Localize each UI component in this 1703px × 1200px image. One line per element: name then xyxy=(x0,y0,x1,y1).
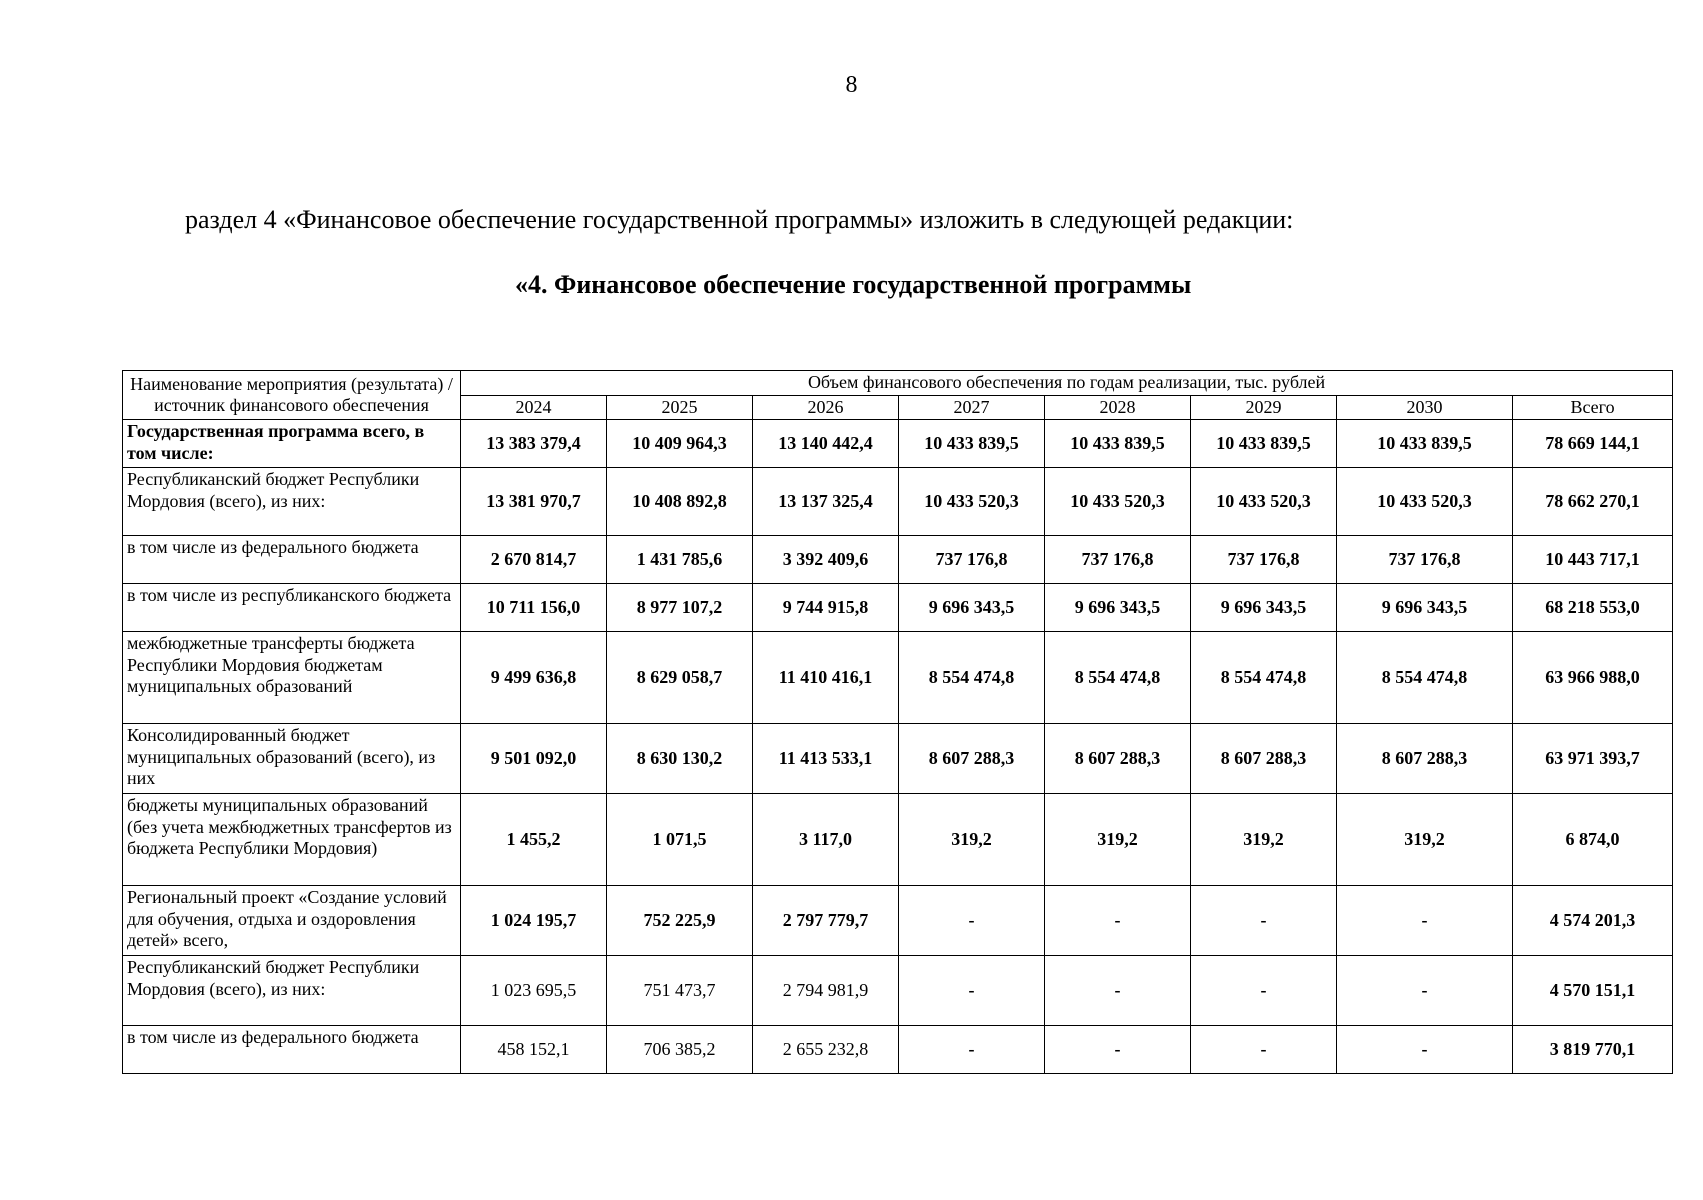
value-cell: 4 570 151,1 xyxy=(1513,956,1673,1026)
table-row xyxy=(123,724,1673,794)
value-cell: 706 385,2 xyxy=(607,1026,753,1074)
value-cell: 737 176,8 xyxy=(899,536,1045,584)
value-cell: 13 137 325,4 xyxy=(753,468,899,536)
value-cell: 9 501 092,0 xyxy=(461,724,607,794)
table-row xyxy=(123,886,1673,956)
value-cell: 8 607 288,3 xyxy=(1337,724,1513,794)
value-cell: - xyxy=(1045,1026,1191,1074)
value-cell: 63 971 393,7 xyxy=(1513,724,1673,794)
intro-text: раздел 4 «Финансовое обеспечение государственной программы» изложить в следующей редакции: xyxy=(185,205,1294,234)
row-label: Региональный проект «Создание условий для обучения, отдыха и оздоровления детей» всего, xyxy=(123,886,461,956)
column-header-2028: 2028 xyxy=(1045,395,1191,420)
value-cell: 13 381 970,7 xyxy=(461,468,607,536)
value-cell: 8 554 474,8 xyxy=(899,632,1045,724)
value-cell: 2 670 814,7 xyxy=(461,536,607,584)
row-label: межбюджетные трансферты бюджета Республики Мордовия бюджетам муниципальных образований xyxy=(123,632,461,724)
value-cell: 8 629 058,7 xyxy=(607,632,753,724)
value-cell: - xyxy=(1337,956,1513,1026)
value-cell: 9 696 343,5 xyxy=(1191,584,1337,632)
row-label: в том числе из федерального бюджета xyxy=(123,536,461,584)
page-number: 8 xyxy=(845,72,858,98)
table-row xyxy=(123,632,1673,724)
value-cell: 737 176,8 xyxy=(1045,536,1191,584)
value-cell: 13 383 379,4 xyxy=(461,420,607,468)
column-header-total: Всего xyxy=(1513,395,1673,420)
value-cell: - xyxy=(1337,1026,1513,1074)
value-cell: 319,2 xyxy=(1045,794,1191,886)
column-header-2027: 2027 xyxy=(899,395,1045,420)
row-label: в том числе из республиканского бюджета xyxy=(123,584,461,632)
value-cell: 10 433 839,5 xyxy=(1045,420,1191,468)
column-header-2025: 2025 xyxy=(607,395,753,420)
table-row xyxy=(123,956,1673,1026)
value-cell: 319,2 xyxy=(899,794,1045,886)
value-cell: 10 433 520,3 xyxy=(1045,468,1191,536)
value-cell: 2 794 981,9 xyxy=(753,956,899,1026)
value-cell: 10 711 156,0 xyxy=(461,584,607,632)
column-group-header: Объем финансового обеспечения по годам реализации, тыс. рублей xyxy=(461,371,1673,396)
value-cell: 3 819 770,1 xyxy=(1513,1026,1673,1074)
value-cell: 4 574 201,3 xyxy=(1513,886,1673,956)
column-header-2026: 2026 xyxy=(753,395,899,420)
value-cell: 9 696 343,5 xyxy=(1045,584,1191,632)
value-cell: 78 662 270,1 xyxy=(1513,468,1673,536)
table-row xyxy=(123,794,1673,886)
table-header-row-1 xyxy=(123,371,1673,396)
value-cell: 8 630 130,2 xyxy=(607,724,753,794)
value-cell: 2 655 232,8 xyxy=(753,1026,899,1074)
column-header-2029: 2029 xyxy=(1191,395,1337,420)
column-header-2024: 2024 xyxy=(461,395,607,420)
row-label: Государственная программа всего, в том числе: xyxy=(123,420,461,468)
value-cell: 751 473,7 xyxy=(607,956,753,1026)
value-cell: 319,2 xyxy=(1191,794,1337,886)
value-cell: 8 607 288,3 xyxy=(1045,724,1191,794)
value-cell: 10 433 839,5 xyxy=(899,420,1045,468)
value-cell: 9 696 343,5 xyxy=(899,584,1045,632)
value-cell: 10 443 717,1 xyxy=(1513,536,1673,584)
value-cell: 10 408 892,8 xyxy=(607,468,753,536)
table-row xyxy=(123,1026,1673,1074)
row-label: Республиканский бюджет Республики Мордовия (всего), из них: xyxy=(123,956,461,1026)
value-cell: 9 696 343,5 xyxy=(1337,584,1513,632)
value-cell: - xyxy=(1045,886,1191,956)
column-header-name: Наименование мероприятия (результата) / источник финансового обеспечения xyxy=(123,371,461,420)
table-row xyxy=(123,468,1673,536)
value-cell: 737 176,8 xyxy=(1337,536,1513,584)
value-cell: 9 744 915,8 xyxy=(753,584,899,632)
financing-table xyxy=(122,370,1673,1074)
value-cell: 458 152,1 xyxy=(461,1026,607,1074)
section-title: «4. Финансовое обеспечение государственной программы xyxy=(515,270,1192,299)
value-cell: 3 392 409,6 xyxy=(753,536,899,584)
row-label: Консолидированный бюджет муниципальных образований (всего), из них xyxy=(123,724,461,794)
value-cell: 9 499 636,8 xyxy=(461,632,607,724)
value-cell: 1 024 195,7 xyxy=(461,886,607,956)
value-cell: 10 433 520,3 xyxy=(1191,468,1337,536)
value-cell: 8 977 107,2 xyxy=(607,584,753,632)
value-cell: - xyxy=(1191,1026,1337,1074)
value-cell: 1 455,2 xyxy=(461,794,607,886)
value-cell: 11 410 416,1 xyxy=(753,632,899,724)
value-cell: 6 874,0 xyxy=(1513,794,1673,886)
column-header-2030: 2030 xyxy=(1337,395,1513,420)
value-cell: 78 669 144,1 xyxy=(1513,420,1673,468)
value-cell: 2 797 779,7 xyxy=(753,886,899,956)
value-cell: 63 966 988,0 xyxy=(1513,632,1673,724)
table-row xyxy=(123,584,1673,632)
value-cell: - xyxy=(1191,956,1337,1026)
table-body xyxy=(123,420,1673,1074)
value-cell: 11 413 533,1 xyxy=(753,724,899,794)
value-cell: 10 433 839,5 xyxy=(1191,420,1337,468)
value-cell: - xyxy=(899,886,1045,956)
value-cell: 10 433 520,3 xyxy=(899,468,1045,536)
value-cell: 319,2 xyxy=(1337,794,1513,886)
value-cell: 8 554 474,8 xyxy=(1045,632,1191,724)
value-cell: 68 218 553,0 xyxy=(1513,584,1673,632)
table-row xyxy=(123,420,1673,468)
value-cell: 8 554 474,8 xyxy=(1337,632,1513,724)
value-cell: - xyxy=(1191,886,1337,956)
value-cell: 13 140 442,4 xyxy=(753,420,899,468)
row-label: в том числе из федерального бюджета xyxy=(123,1026,461,1074)
value-cell: 10 409 964,3 xyxy=(607,420,753,468)
value-cell: 8 607 288,3 xyxy=(1191,724,1337,794)
value-cell: - xyxy=(899,1026,1045,1074)
value-cell: 10 433 520,3 xyxy=(1337,468,1513,536)
value-cell: - xyxy=(899,956,1045,1026)
value-cell: 752 225,9 xyxy=(607,886,753,956)
row-label: бюджеты муниципальных образований (без учета межбюджетных трансфертов из бюджета Республики Мордовия) xyxy=(123,794,461,886)
row-label: Республиканский бюджет Республики Мордовия (всего), из них: xyxy=(123,468,461,536)
value-cell: 1 071,5 xyxy=(607,794,753,886)
value-cell: 10 433 839,5 xyxy=(1337,420,1513,468)
value-cell: 1 431 785,6 xyxy=(607,536,753,584)
value-cell: - xyxy=(1045,956,1191,1026)
value-cell: 8 607 288,3 xyxy=(899,724,1045,794)
value-cell: 1 023 695,5 xyxy=(461,956,607,1026)
value-cell: 3 117,0 xyxy=(753,794,899,886)
table-row xyxy=(123,536,1673,584)
value-cell: 737 176,8 xyxy=(1191,536,1337,584)
value-cell: 8 554 474,8 xyxy=(1191,632,1337,724)
value-cell: - xyxy=(1337,886,1513,956)
